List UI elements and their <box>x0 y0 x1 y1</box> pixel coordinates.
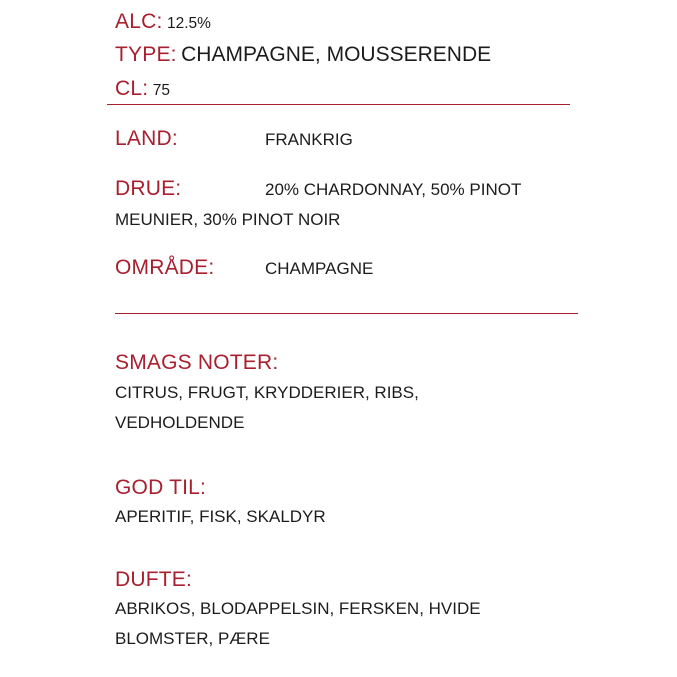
smags-noter-label: SMAGS NOTER: <box>115 351 279 374</box>
type-row <box>115 44 491 65</box>
god-til-label: GOD TIL: <box>115 476 207 499</box>
dufte-line1: ABRIKOS, BLODAPPELSIN, FERSKEN, HVIDE <box>115 599 481 618</box>
type-value: CHAMPAGNE, MOUSSERENDE <box>181 43 492 66</box>
smags-noter-line1: CITRUS, FRUGT, KRYDDERIER, RIBS, <box>115 383 419 402</box>
drue-label: DRUE: <box>115 177 182 200</box>
dufte-label: DUFTE: <box>115 568 193 591</box>
omrade-label: OMRÅDE: <box>115 256 215 279</box>
cl-value: 75 <box>152 82 170 99</box>
alc-value: 12.5% <box>166 15 211 32</box>
type-label: TYPE: <box>115 43 177 66</box>
omrade-value: CHAMPAGNE <box>265 259 374 278</box>
god-til-value <box>115 502 326 532</box>
land-value: FRANKRIG <box>265 130 353 149</box>
drue-value-line2: MEUNIER, 30% PINOT NOIR <box>115 210 341 229</box>
smags-noter-line2: VEDHOLDENDE <box>115 413 245 432</box>
cl-label: CL: <box>115 77 149 100</box>
dufte-value <box>115 594 481 654</box>
drue-value-line1: 20% CHARDONNAY, 50% PINOT <box>265 180 522 199</box>
alc-label: ALC: <box>115 10 163 33</box>
divider-middle <box>115 313 578 314</box>
god-til-line1: APERITIF, FISK, SKALDYR <box>115 507 326 526</box>
divider-top <box>107 104 570 105</box>
land-label: LAND: <box>115 127 178 150</box>
cl-row <box>115 78 170 99</box>
dufte-line2: BLOMSTER, PÆRE <box>115 629 270 648</box>
alc-row <box>115 11 211 32</box>
smags-noter-value <box>115 378 419 438</box>
